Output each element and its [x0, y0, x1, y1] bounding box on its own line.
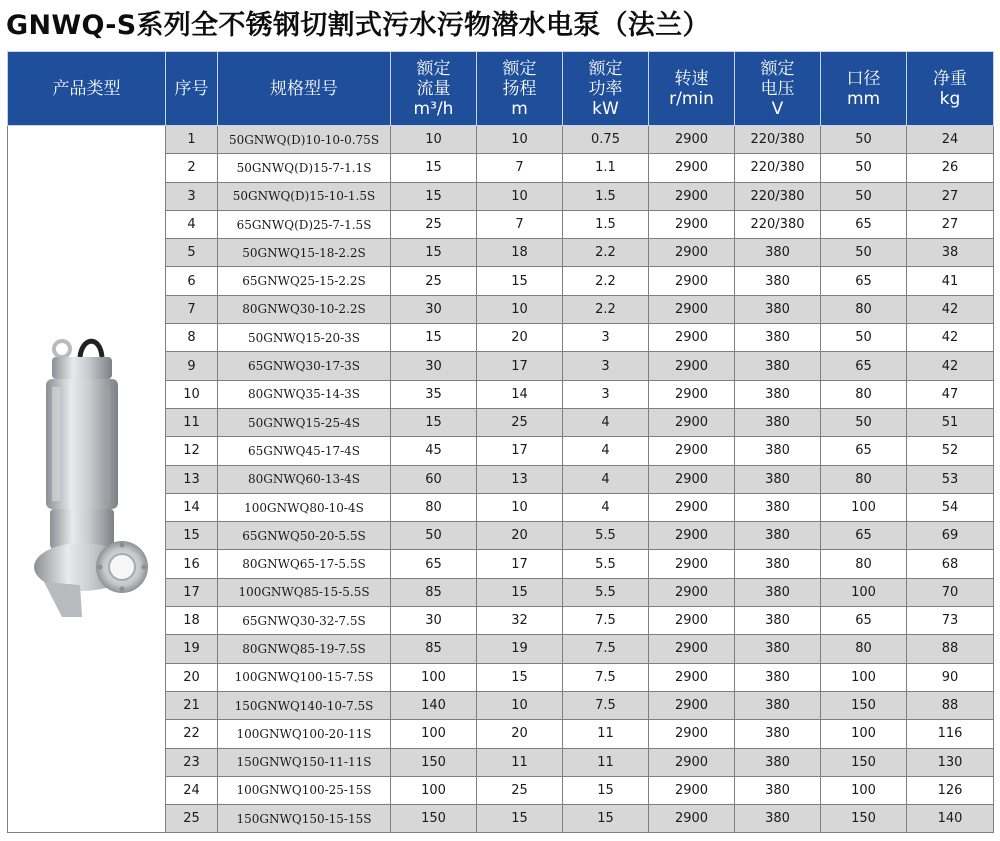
- cell-weight: 51: [907, 408, 994, 436]
- cell-caliber: 150: [821, 748, 907, 776]
- cell-weight: 27: [907, 182, 994, 210]
- cell-flow: 65: [391, 550, 477, 578]
- cell-index: 13: [166, 465, 218, 493]
- cell-index: 7: [166, 295, 218, 323]
- cell-voltage: 380: [735, 465, 821, 493]
- cell-model: 80GNWQ60-13-4S: [218, 465, 391, 493]
- cell-index: 8: [166, 324, 218, 352]
- cell-head: 32: [477, 607, 563, 635]
- header-line: m³/h: [413, 98, 454, 119]
- cell-model: 100GNWQ85-15-5.5S: [218, 578, 391, 606]
- header-line: 规格型号: [270, 78, 338, 99]
- cell-caliber: 50: [821, 154, 907, 182]
- header-line: V: [771, 98, 784, 119]
- cell-model: 50GNWQ15-20-3S: [218, 324, 391, 352]
- cell-speed: 2900: [649, 380, 735, 408]
- cell-speed: 2900: [649, 607, 735, 635]
- page-title: GNWQ-S系列全不锈钢切割式污水污物潜水电泵（法兰）: [6, 10, 710, 41]
- cell-weight: 47: [907, 380, 994, 408]
- cell-caliber: 150: [821, 805, 907, 833]
- cell-speed: 2900: [649, 578, 735, 606]
- cell-weight: 126: [907, 776, 994, 804]
- cell-voltage: 380: [735, 408, 821, 436]
- cell-power: 11: [563, 720, 649, 748]
- cell-head: 25: [477, 408, 563, 436]
- cell-caliber: 50: [821, 408, 907, 436]
- header-line: 口径: [846, 68, 881, 89]
- cell-speed: 2900: [649, 805, 735, 833]
- cell-head: 10: [477, 182, 563, 210]
- cell-weight: 42: [907, 324, 994, 352]
- cell-weight: 24: [907, 126, 994, 154]
- cell-voltage: 380: [735, 720, 821, 748]
- cell-voltage: 380: [735, 776, 821, 804]
- cell-head: 7: [477, 210, 563, 238]
- cell-speed: 2900: [649, 465, 735, 493]
- cell-power: 15: [563, 805, 649, 833]
- cell-speed: 2900: [649, 154, 735, 182]
- cell-flow: 100: [391, 663, 477, 691]
- cell-flow: 15: [391, 154, 477, 182]
- cell-model: 100GNWQ100-25-15S: [218, 776, 391, 804]
- cell-power: 4: [563, 465, 649, 493]
- cell-power: 1.5: [563, 182, 649, 210]
- cell-flow: 30: [391, 295, 477, 323]
- cell-speed: 2900: [649, 239, 735, 267]
- cell-index: 2: [166, 154, 218, 182]
- cell-power: 7.5: [563, 635, 649, 663]
- cell-voltage: 380: [735, 550, 821, 578]
- cell-speed: 2900: [649, 663, 735, 691]
- submersible-pump-icon: [22, 327, 152, 627]
- cell-caliber: 65: [821, 267, 907, 295]
- table-row: [8, 126, 994, 154]
- cell-caliber: 80: [821, 465, 907, 493]
- product-image-cell: [8, 126, 166, 833]
- cell-flow: 150: [391, 748, 477, 776]
- cell-head: 17: [477, 550, 563, 578]
- cell-model: 50GNWQ(D)10-10-0.75S: [218, 126, 391, 154]
- cell-model: 65GNWQ(D)25-7-1.5S: [218, 210, 391, 238]
- cell-index: 15: [166, 522, 218, 550]
- header-speed: [649, 52, 735, 126]
- cell-flow: 100: [391, 776, 477, 804]
- header-head: [477, 52, 563, 126]
- cell-voltage: 220/380: [735, 154, 821, 182]
- cell-flow: 15: [391, 324, 477, 352]
- cell-weight: 90: [907, 663, 994, 691]
- cell-caliber: 65: [821, 522, 907, 550]
- cell-power: 4: [563, 408, 649, 436]
- cell-caliber: 100: [821, 776, 907, 804]
- cell-index: 17: [166, 578, 218, 606]
- cell-head: 20: [477, 522, 563, 550]
- cell-head: 10: [477, 493, 563, 521]
- header-line: r/min: [669, 88, 714, 109]
- cell-head: 14: [477, 380, 563, 408]
- cell-head: 15: [477, 805, 563, 833]
- cell-voltage: 220/380: [735, 182, 821, 210]
- cell-flow: 15: [391, 408, 477, 436]
- cell-flow: 15: [391, 239, 477, 267]
- cell-model: 80GNWQ65-17-5.5S: [218, 550, 391, 578]
- cell-speed: 2900: [649, 691, 735, 719]
- cell-speed: 2900: [649, 550, 735, 578]
- cell-voltage: 380: [735, 493, 821, 521]
- cell-power: 7.5: [563, 691, 649, 719]
- cell-index: 9: [166, 352, 218, 380]
- cell-flow: 10: [391, 126, 477, 154]
- cell-voltage: 380: [735, 295, 821, 323]
- cell-power: 0.75: [563, 126, 649, 154]
- cell-flow: 25: [391, 267, 477, 295]
- cell-weight: 130: [907, 748, 994, 776]
- header-line: 额定: [502, 58, 537, 79]
- cell-voltage: 380: [735, 239, 821, 267]
- cell-caliber: 80: [821, 295, 907, 323]
- cell-caliber: 65: [821, 352, 907, 380]
- cell-voltage: 380: [735, 805, 821, 833]
- cell-power: 11: [563, 748, 649, 776]
- cell-voltage: 380: [735, 663, 821, 691]
- cell-speed: 2900: [649, 493, 735, 521]
- header-line: 功率: [588, 78, 623, 99]
- cell-speed: 2900: [649, 635, 735, 663]
- cell-model: 50GNWQ15-18-2.2S: [218, 239, 391, 267]
- cell-caliber: 100: [821, 663, 907, 691]
- cell-power: 7.5: [563, 663, 649, 691]
- cell-speed: 2900: [649, 182, 735, 210]
- cell-model: 65GNWQ45-17-4S: [218, 437, 391, 465]
- cell-voltage: 380: [735, 324, 821, 352]
- cell-power: 7.5: [563, 607, 649, 635]
- cell-flow: 150: [391, 805, 477, 833]
- cell-head: 10: [477, 691, 563, 719]
- header-line: 净重: [933, 68, 967, 89]
- cell-power: 5.5: [563, 550, 649, 578]
- header-weight: [907, 52, 994, 126]
- cell-weight: 116: [907, 720, 994, 748]
- cell-power: 5.5: [563, 578, 649, 606]
- header-line: m: [511, 98, 528, 119]
- cell-head: 17: [477, 352, 563, 380]
- cell-power: 3: [563, 352, 649, 380]
- cell-caliber: 80: [821, 635, 907, 663]
- cell-index: 4: [166, 210, 218, 238]
- cell-voltage: 380: [735, 267, 821, 295]
- header-line: 序号: [174, 78, 209, 99]
- cell-voltage: 380: [735, 607, 821, 635]
- cell-speed: 2900: [649, 522, 735, 550]
- cell-model: 50GNWQ15-25-4S: [218, 408, 391, 436]
- cell-flow: 60: [391, 465, 477, 493]
- header-line: 产品类型: [52, 78, 121, 99]
- cell-speed: 2900: [649, 324, 735, 352]
- spec-table: [7, 51, 994, 833]
- cell-voltage: 380: [735, 748, 821, 776]
- cell-weight: 54: [907, 493, 994, 521]
- header-line: 额定: [588, 58, 623, 79]
- cell-head: 20: [477, 324, 563, 352]
- cell-weight: 69: [907, 522, 994, 550]
- cell-voltage: 380: [735, 635, 821, 663]
- cell-index: 24: [166, 776, 218, 804]
- cell-index: 22: [166, 720, 218, 748]
- cell-caliber: 65: [821, 607, 907, 635]
- header-product-type: [8, 52, 166, 126]
- cell-power: 2.2: [563, 239, 649, 267]
- cell-index: 12: [166, 437, 218, 465]
- cell-flow: 100: [391, 720, 477, 748]
- cell-index: 10: [166, 380, 218, 408]
- header-voltage: [735, 52, 821, 126]
- cell-speed: 2900: [649, 267, 735, 295]
- header-flow: [391, 52, 477, 126]
- cell-index: 16: [166, 550, 218, 578]
- cell-model: 65GNWQ30-17-3S: [218, 352, 391, 380]
- cell-power: 2.2: [563, 295, 649, 323]
- header-line: mm: [846, 88, 881, 109]
- cell-head: 18: [477, 239, 563, 267]
- cell-head: 20: [477, 720, 563, 748]
- cell-voltage: 220/380: [735, 126, 821, 154]
- cell-weight: 38: [907, 239, 994, 267]
- cell-index: 3: [166, 182, 218, 210]
- cell-model: 150GNWQ140-10-7.5S: [218, 691, 391, 719]
- cell-flow: 140: [391, 691, 477, 719]
- header-row: [8, 52, 994, 126]
- cell-voltage: 380: [735, 578, 821, 606]
- header-line: 扬程: [502, 78, 537, 99]
- cell-power: 15: [563, 776, 649, 804]
- header-caliber: [821, 52, 907, 126]
- cell-index: 19: [166, 635, 218, 663]
- cell-model: 100GNWQ100-15-7.5S: [218, 663, 391, 691]
- cell-power: 1.1: [563, 154, 649, 182]
- cell-speed: 2900: [649, 126, 735, 154]
- cell-model: 50GNWQ(D)15-7-1.1S: [218, 154, 391, 182]
- cell-caliber: 100: [821, 578, 907, 606]
- header-line: 额定: [416, 58, 451, 79]
- cell-voltage: 380: [735, 352, 821, 380]
- cell-weight: 26: [907, 154, 994, 182]
- cell-model: 80GNWQ35-14-3S: [218, 380, 391, 408]
- cell-speed: 2900: [649, 776, 735, 804]
- cell-power: 4: [563, 493, 649, 521]
- cell-caliber: 50: [821, 182, 907, 210]
- cell-model: 80GNWQ85-19-7.5S: [218, 635, 391, 663]
- cell-power: 3: [563, 324, 649, 352]
- cell-index: 21: [166, 691, 218, 719]
- cell-weight: 42: [907, 352, 994, 380]
- cell-model: 65GNWQ30-32-7.5S: [218, 607, 391, 635]
- cell-index: 11: [166, 408, 218, 436]
- cell-caliber: 100: [821, 493, 907, 521]
- header-line: 额定: [760, 58, 795, 79]
- cell-weight: 52: [907, 437, 994, 465]
- cell-voltage: 380: [735, 437, 821, 465]
- cell-flow: 85: [391, 578, 477, 606]
- cell-model: 65GNWQ25-15-2.2S: [218, 267, 391, 295]
- cell-index: 1: [166, 126, 218, 154]
- cell-caliber: 50: [821, 239, 907, 267]
- cell-speed: 2900: [649, 210, 735, 238]
- cell-index: 20: [166, 663, 218, 691]
- cell-head: 15: [477, 267, 563, 295]
- header-line: kg: [939, 88, 961, 109]
- cell-head: 15: [477, 578, 563, 606]
- cell-weight: 68: [907, 550, 994, 578]
- cell-head: 7: [477, 154, 563, 182]
- cell-speed: 2900: [649, 408, 735, 436]
- cell-model: 50GNWQ(D)15-10-1.5S: [218, 182, 391, 210]
- cell-power: 5.5: [563, 522, 649, 550]
- cell-weight: 88: [907, 691, 994, 719]
- cell-caliber: 100: [821, 720, 907, 748]
- cell-weight: 42: [907, 295, 994, 323]
- cell-caliber: 80: [821, 550, 907, 578]
- cell-flow: 30: [391, 607, 477, 635]
- cell-weight: 88: [907, 635, 994, 663]
- cell-power: 1.5: [563, 210, 649, 238]
- cell-flow: 25: [391, 210, 477, 238]
- cell-head: 11: [477, 748, 563, 776]
- cell-voltage: 380: [735, 380, 821, 408]
- cell-voltage: 220/380: [735, 210, 821, 238]
- cell-model: 150GNWQ150-11-11S: [218, 748, 391, 776]
- cell-flow: 15: [391, 182, 477, 210]
- cell-weight: 70: [907, 578, 994, 606]
- cell-index: 18: [166, 607, 218, 635]
- cell-caliber: 50: [821, 126, 907, 154]
- cell-power: 2.2: [563, 267, 649, 295]
- header-power: [563, 52, 649, 126]
- cell-index: 25: [166, 805, 218, 833]
- cell-weight: 53: [907, 465, 994, 493]
- cell-head: 25: [477, 776, 563, 804]
- cell-speed: 2900: [649, 720, 735, 748]
- header-line: kW: [592, 98, 619, 119]
- cell-power: 4: [563, 437, 649, 465]
- cell-model: 150GNWQ150-15-15S: [218, 805, 391, 833]
- cell-head: 15: [477, 663, 563, 691]
- cell-flow: 45: [391, 437, 477, 465]
- cell-index: 5: [166, 239, 218, 267]
- cell-head: 10: [477, 126, 563, 154]
- cell-head: 10: [477, 295, 563, 323]
- header-line: 流量: [416, 78, 451, 99]
- cell-speed: 2900: [649, 748, 735, 776]
- spec-table-body: [8, 126, 994, 833]
- cell-flow: 85: [391, 635, 477, 663]
- header-line: 转速: [674, 68, 709, 89]
- cell-speed: 2900: [649, 295, 735, 323]
- cell-model: 65GNWQ50-20-5.5S: [218, 522, 391, 550]
- header-index: [166, 52, 218, 126]
- cell-weight: 140: [907, 805, 994, 833]
- cell-head: 13: [477, 465, 563, 493]
- cell-model: 100GNWQ80-10-4S: [218, 493, 391, 521]
- cell-caliber: 50: [821, 324, 907, 352]
- cell-head: 19: [477, 635, 563, 663]
- cell-weight: 73: [907, 607, 994, 635]
- cell-flow: 30: [391, 352, 477, 380]
- cell-voltage: 380: [735, 691, 821, 719]
- cell-flow: 80: [391, 493, 477, 521]
- header-line: 电压: [760, 78, 795, 99]
- cell-flow: 50: [391, 522, 477, 550]
- cell-index: 14: [166, 493, 218, 521]
- cell-index: 23: [166, 748, 218, 776]
- cell-voltage: 380: [735, 522, 821, 550]
- cell-speed: 2900: [649, 437, 735, 465]
- cell-weight: 27: [907, 210, 994, 238]
- cell-caliber: 150: [821, 691, 907, 719]
- cell-caliber: 65: [821, 210, 907, 238]
- cell-speed: 2900: [649, 352, 735, 380]
- cell-power: 3: [563, 380, 649, 408]
- cell-flow: 35: [391, 380, 477, 408]
- header-model: [218, 52, 391, 126]
- cell-weight: 41: [907, 267, 994, 295]
- cell-caliber: 65: [821, 437, 907, 465]
- cell-model: 80GNWQ30-10-2.2S: [218, 295, 391, 323]
- cell-model: 100GNWQ100-20-11S: [218, 720, 391, 748]
- cell-head: 17: [477, 437, 563, 465]
- cell-index: 6: [166, 267, 218, 295]
- cell-caliber: 80: [821, 380, 907, 408]
